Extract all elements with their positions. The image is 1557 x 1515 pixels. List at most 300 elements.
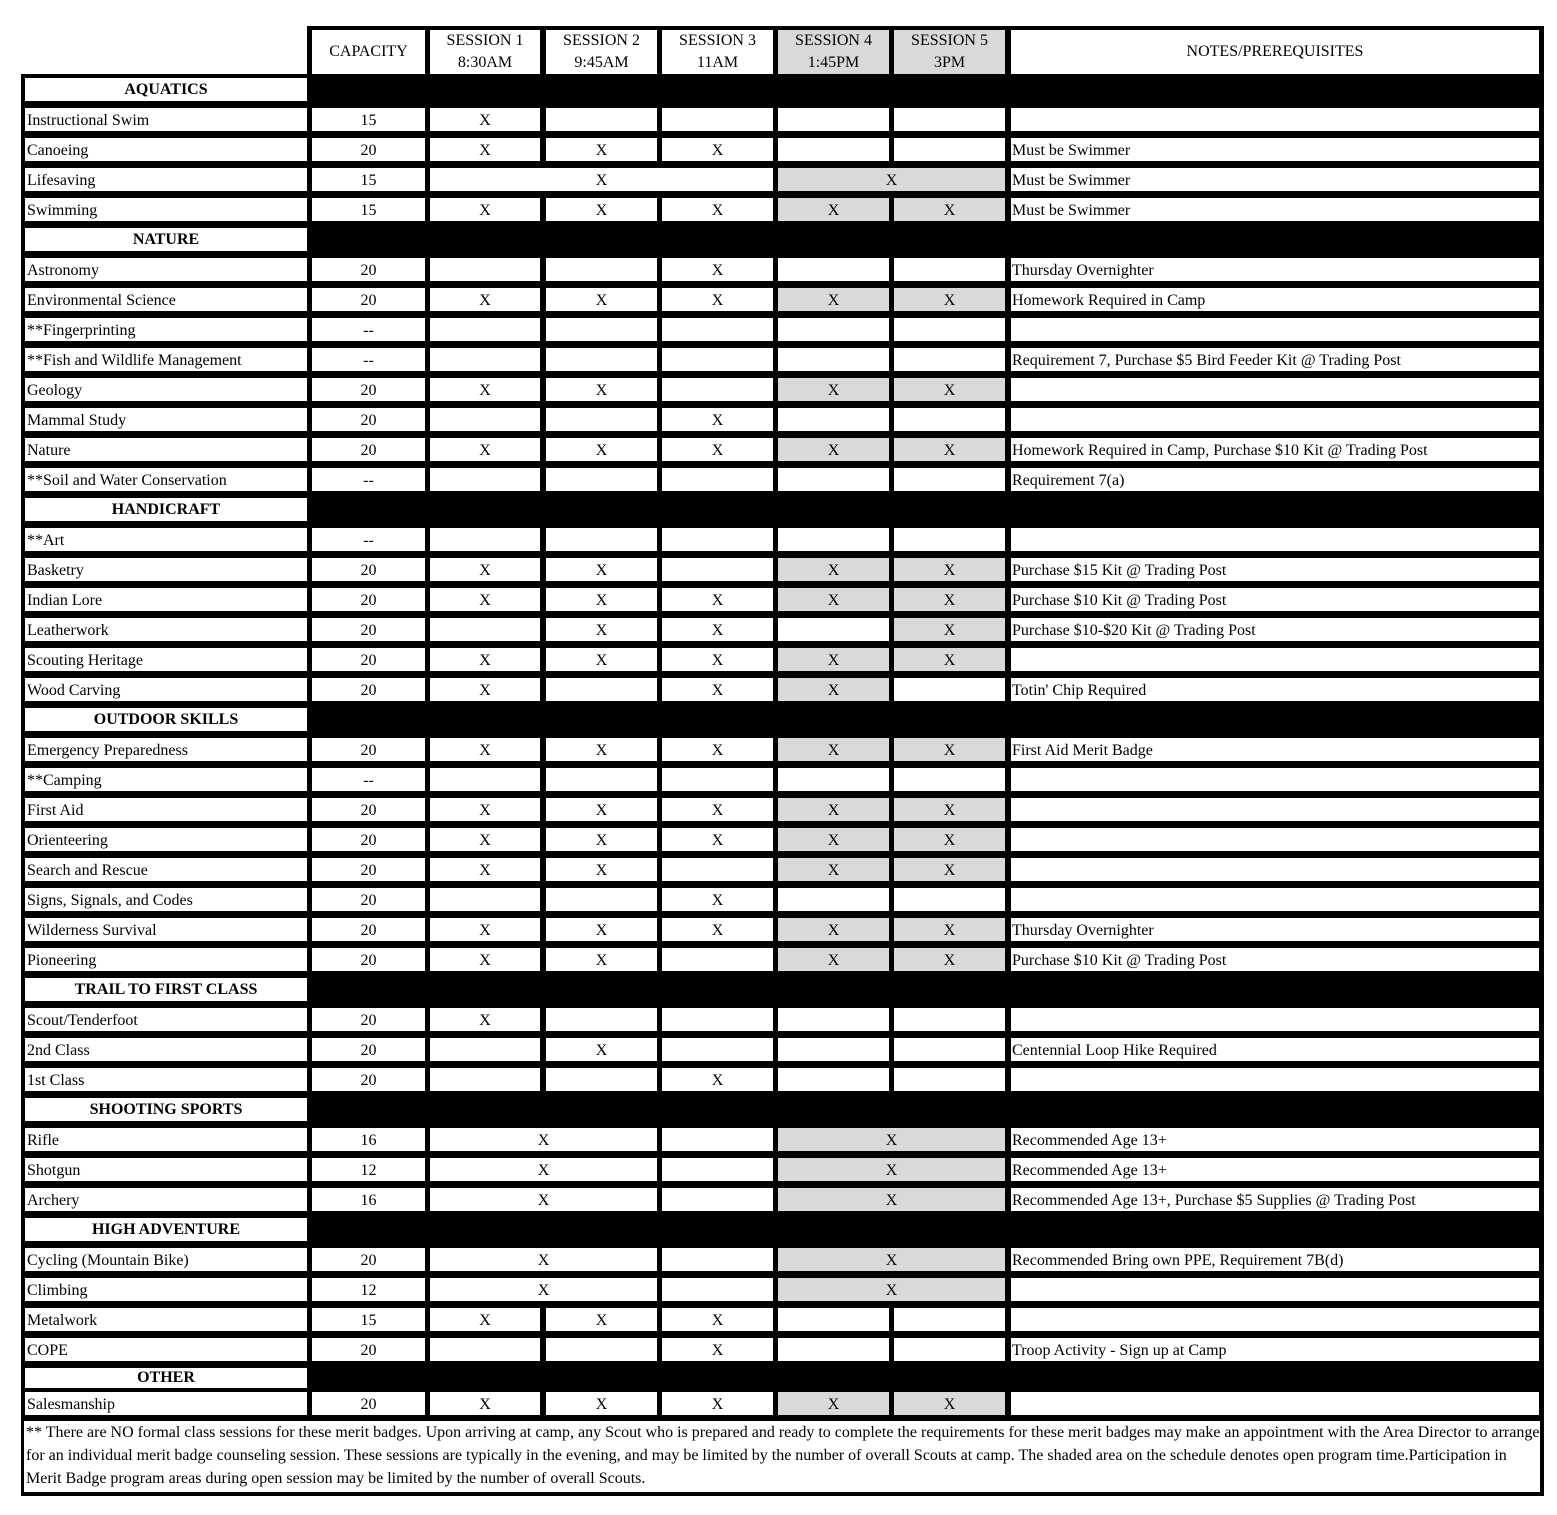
session-cell: X [778, 828, 889, 851]
merit-badge-name: Signs, Signals, and Codes [25, 888, 307, 911]
merit-badge-name: Indian Lore [25, 588, 307, 611]
session-cell: X [894, 918, 1005, 941]
session-cell [894, 1308, 1005, 1331]
merit-badge-name: **Fish and Wildlife Management [25, 348, 307, 371]
capacity-cell: 20 [312, 1068, 425, 1091]
session-cell [778, 1038, 889, 1061]
category-header: AQUATICS [25, 78, 307, 101]
session-cell: X [546, 288, 657, 311]
merit-badge-name: Mammal Study [25, 408, 307, 431]
session-cell: X [662, 678, 773, 701]
capacity-cell: 16 [312, 1128, 425, 1151]
notes-cell [1011, 1278, 1539, 1301]
session-cell: X [546, 1308, 657, 1331]
merit-badge-name: Scouting Heritage [25, 648, 307, 671]
notes-cell: Homework Required in Camp, Purchase $10 Kit @ Trading Post [1011, 438, 1539, 461]
merit-badge-name: Pioneering [25, 948, 307, 971]
session-cell [894, 468, 1005, 491]
session-cell: X [546, 138, 657, 161]
session-cell: X [430, 678, 540, 701]
session-cell: X [894, 798, 1005, 821]
capacity-cell: 20 [312, 888, 425, 911]
session-cell [662, 108, 773, 131]
session-cell [894, 1038, 1005, 1061]
merit-badge-name: 2nd Class [25, 1038, 307, 1061]
session-cell: X [778, 858, 889, 881]
notes-cell: Homework Required in Camp [1011, 288, 1539, 311]
session-cell: X [430, 378, 540, 401]
capacity-cell: 20 [312, 948, 425, 971]
session-cell: X [546, 918, 657, 941]
notes-cell: Troop Activity - Sign up at Camp [1011, 1338, 1539, 1361]
capacity-cell: 15 [312, 198, 425, 221]
session-cell [778, 258, 889, 281]
notes-cell: Recommended Age 13+ [1011, 1158, 1539, 1181]
session-cell [546, 468, 657, 491]
session-cell: X [430, 828, 540, 851]
session-4-header [778, 30, 889, 74]
capacity-cell: 20 [312, 918, 425, 941]
session-cell: X [430, 1188, 657, 1211]
capacity-cell: 20 [312, 798, 425, 821]
session-cell [894, 1068, 1005, 1091]
capacity-cell: 20 [312, 648, 425, 671]
notes-cell [1011, 1008, 1539, 1031]
session-cell: X [894, 288, 1005, 311]
notes-cell: Centennial Loop Hike Required [1011, 1038, 1539, 1061]
merit-badge-name: **Fingerprinting [25, 318, 307, 341]
session-cell: X [662, 648, 773, 671]
merit-badge-name: Shotgun [25, 1158, 307, 1181]
category-header: TRAIL TO FIRST CLASS [25, 978, 307, 1001]
session-cell [662, 318, 773, 341]
session-cell [778, 618, 889, 641]
session-cell: X [662, 798, 773, 821]
session-cell [894, 678, 1005, 701]
capacity-cell: 20 [312, 738, 425, 761]
capacity-cell: 15 [312, 1308, 425, 1331]
session-cell: X [430, 798, 540, 821]
capacity-cell: -- [312, 768, 425, 791]
session-cell: X [662, 918, 773, 941]
session-cell: X [778, 1188, 1005, 1211]
notes-cell: Purchase $15 Kit @ Trading Post [1011, 558, 1539, 581]
session-cell [778, 1068, 889, 1091]
session-cell [430, 1338, 540, 1361]
session-cell: X [778, 1278, 1005, 1301]
session-cell [546, 348, 657, 371]
session-cell: X [778, 438, 889, 461]
session-cell: X [546, 1038, 657, 1061]
session-cell [430, 408, 540, 431]
session-cell: X [662, 888, 773, 911]
session-cell [662, 1038, 773, 1061]
session-cell [778, 408, 889, 431]
notes-cell: Must be Swimmer [1011, 168, 1539, 191]
session-label: SESSION 2 [563, 32, 640, 49]
session-cell: X [662, 198, 773, 221]
session-cell [894, 408, 1005, 431]
session-cell [778, 1008, 889, 1031]
merit-badge-name: COPE [25, 1338, 307, 1361]
session-cell [894, 138, 1005, 161]
capacity-cell: -- [312, 348, 425, 371]
session-cell [662, 558, 773, 581]
capacity-cell: 20 [312, 1038, 425, 1061]
capacity-cell: 20 [312, 288, 425, 311]
category-header: SHOOTING SPORTS [25, 1098, 307, 1121]
session-cell [662, 528, 773, 551]
session-cell: X [662, 1068, 773, 1091]
session-cell: X [894, 648, 1005, 671]
notes-cell [1011, 108, 1539, 131]
notes-cell: Recommended Age 13+ [1011, 1128, 1539, 1151]
merit-badge-name: Search and Rescue [25, 858, 307, 881]
session-cell [778, 138, 889, 161]
capacity-cell: 20 [312, 588, 425, 611]
merit-badge-name: Salesmanship [25, 1392, 307, 1415]
session-cell [546, 408, 657, 431]
notes-cell [1011, 648, 1539, 671]
session-cell [546, 768, 657, 791]
session-cell [546, 258, 657, 281]
merit-badge-name: **Camping [25, 768, 307, 791]
notes-cell: Must be Swimmer [1011, 138, 1539, 161]
session-cell [662, 1278, 773, 1301]
session-cell: X [662, 588, 773, 611]
capacity-cell: 20 [312, 408, 425, 431]
session-cell [662, 348, 773, 371]
session-cell [894, 348, 1005, 371]
session-cell [430, 618, 540, 641]
session-cell: X [546, 798, 657, 821]
capacity-header: CAPACITY [312, 30, 425, 74]
session-cell: X [430, 108, 540, 131]
notes-cell: Purchase $10 Kit @ Trading Post [1011, 948, 1539, 971]
session-time: 9:45AM [574, 54, 629, 71]
session-5-header [894, 30, 1005, 74]
notes-cell [1011, 768, 1539, 791]
session-cell: X [662, 1338, 773, 1361]
session-cell: X [430, 948, 540, 971]
session-cell: X [430, 1008, 540, 1031]
session-cell: X [430, 558, 540, 581]
merit-badge-name: Nature [25, 438, 307, 461]
capacity-cell: 20 [312, 858, 425, 881]
session-cell [662, 1128, 773, 1151]
session-cell: X [894, 828, 1005, 851]
merit-badge-name: Swimming [25, 198, 307, 221]
session-cell: X [778, 558, 889, 581]
session-cell: X [778, 798, 889, 821]
merit-badge-name: Cycling (Mountain Bike) [25, 1248, 307, 1271]
session-cell: X [546, 588, 657, 611]
notes-cell: Totin' Chip Required [1011, 678, 1539, 701]
session-cell [662, 948, 773, 971]
session-cell [546, 528, 657, 551]
session-cell [778, 528, 889, 551]
session-cell [894, 318, 1005, 341]
session-cell: X [546, 858, 657, 881]
session-cell: X [430, 1278, 657, 1301]
capacity-cell: 20 [312, 1248, 425, 1271]
session-cell: X [778, 198, 889, 221]
session-1-header [430, 30, 540, 74]
session-cell: X [430, 1392, 540, 1415]
session-cell [662, 468, 773, 491]
session-cell: X [778, 738, 889, 761]
session-cell [894, 1338, 1005, 1361]
session-cell: X [894, 1392, 1005, 1415]
session-cell [778, 468, 889, 491]
capacity-cell: -- [312, 528, 425, 551]
notes-cell [1011, 378, 1539, 401]
session-cell [430, 1068, 540, 1091]
session-cell [662, 1008, 773, 1031]
session-cell: X [894, 378, 1005, 401]
merit-badge-name: Orienteering [25, 828, 307, 851]
session-cell [662, 1158, 773, 1181]
session-cell: X [546, 618, 657, 641]
session-cell: X [546, 378, 657, 401]
session-time: 1:45PM [807, 54, 860, 71]
session-cell: X [430, 288, 540, 311]
merit-badge-name: Basketry [25, 558, 307, 581]
session-cell [430, 528, 540, 551]
session-cell: X [778, 378, 889, 401]
session-cell: X [430, 138, 540, 161]
notes-cell: Requirement 7(a) [1011, 468, 1539, 491]
merit-badge-name: Environmental Science [25, 288, 307, 311]
session-cell: X [662, 738, 773, 761]
capacity-cell: 20 [312, 1338, 425, 1361]
merit-badge-name: Canoeing [25, 138, 307, 161]
capacity-cell: 20 [312, 618, 425, 641]
session-cell: X [546, 828, 657, 851]
category-header: HANDICRAFT [25, 498, 307, 521]
session-cell [894, 1008, 1005, 1031]
session-cell [778, 348, 889, 371]
session-cell: X [430, 648, 540, 671]
session-cell: X [778, 678, 889, 701]
session-cell [778, 888, 889, 911]
capacity-cell: 20 [312, 438, 425, 461]
session-cell [430, 468, 540, 491]
session-cell: X [662, 1392, 773, 1415]
session-cell: X [430, 588, 540, 611]
session-cell [546, 1008, 657, 1031]
session-2-header [546, 30, 657, 74]
capacity-cell: 20 [312, 378, 425, 401]
session-cell: X [662, 1308, 773, 1331]
session-cell [546, 1338, 657, 1361]
session-cell: X [894, 588, 1005, 611]
session-cell [778, 1338, 889, 1361]
session-cell: X [894, 558, 1005, 581]
notes-cell: Requirement 7, Purchase $5 Bird Feeder Kit @ Trading Post [1011, 348, 1539, 371]
notes-cell [1011, 888, 1539, 911]
session-3-header [662, 30, 773, 74]
capacity-cell: 16 [312, 1188, 425, 1211]
session-cell [430, 768, 540, 791]
session-cell: X [430, 168, 773, 191]
merit-badge-name: Wilderness Survival [25, 918, 307, 941]
capacity-cell: 20 [312, 1392, 425, 1415]
session-cell: X [430, 438, 540, 461]
notes-cell: First Aid Merit Badge [1011, 738, 1539, 761]
notes-cell [1011, 1308, 1539, 1331]
session-cell [430, 348, 540, 371]
session-cell [662, 858, 773, 881]
session-cell [546, 1068, 657, 1091]
footnote: ** There are NO formal class sessions for these merit badges. Upon arriving at camp, any Scout who is prepared and ready to complete the requirements for these merit badges may make an appointment with the Area Director to arrange for an individual merit badge counseling session. These sessions are typically in the evening, and may be limited by the number of overall Scouts at camp. The shaded area on the schedule denotes open program time.Participation in Merit Badge program areas during open session may be limited by the number of overall Scouts. [24, 1421, 1540, 1492]
session-cell: X [778, 1248, 1005, 1271]
merit-badge-name: Metalwork [25, 1308, 307, 1331]
capacity-cell: -- [312, 468, 425, 491]
session-cell: X [546, 948, 657, 971]
session-cell [894, 768, 1005, 791]
session-cell [662, 768, 773, 791]
session-cell: X [894, 198, 1005, 221]
session-cell: X [430, 1158, 657, 1181]
session-cell: X [546, 438, 657, 461]
capacity-cell: 20 [312, 138, 425, 161]
notes-cell [1011, 1392, 1539, 1415]
session-cell: X [778, 588, 889, 611]
session-time: 3PM [933, 54, 966, 71]
notes-cell [1011, 798, 1539, 821]
notes-cell: Thursday Overnighter [1011, 258, 1539, 281]
session-cell: X [546, 738, 657, 761]
capacity-cell: 20 [312, 1008, 425, 1031]
session-cell: X [778, 948, 889, 971]
capacity-cell: 20 [312, 678, 425, 701]
session-cell: X [546, 198, 657, 221]
session-cell [546, 888, 657, 911]
session-cell: X [778, 1392, 889, 1415]
notes-cell [1011, 858, 1539, 881]
merit-badge-name: **Art [25, 528, 307, 551]
notes-cell: Thursday Overnighter [1011, 918, 1539, 941]
notes-cell: Purchase $10 Kit @ Trading Post [1011, 588, 1539, 611]
category-header: OTHER [25, 1368, 307, 1388]
capacity-cell: 20 [312, 828, 425, 851]
session-cell [546, 108, 657, 131]
session-cell [778, 1308, 889, 1331]
session-cell: X [894, 948, 1005, 971]
category-header: HIGH ADVENTURE [25, 1218, 307, 1241]
merit-badge-name: Emergency Preparedness [25, 738, 307, 761]
session-cell: X [778, 168, 1005, 191]
capacity-cell: 12 [312, 1158, 425, 1181]
merit-badge-name: Instructional Swim [25, 108, 307, 131]
capacity-cell: 20 [312, 258, 425, 281]
session-cell [894, 888, 1005, 911]
notes-cell [1011, 828, 1539, 851]
session-cell [778, 318, 889, 341]
merit-badge-name: Archery [25, 1188, 307, 1211]
merit-badge-name: Leatherwork [25, 618, 307, 641]
merit-badge-name: Geology [25, 378, 307, 401]
merit-badge-name: Wood Carving [25, 678, 307, 701]
session-cell: X [546, 648, 657, 671]
session-cell: X [662, 138, 773, 161]
category-header: NATURE [25, 228, 307, 251]
session-cell: X [430, 858, 540, 881]
session-cell: X [778, 918, 889, 941]
session-cell: X [894, 858, 1005, 881]
session-label: SESSION 1 [446, 32, 524, 49]
session-cell [430, 1038, 540, 1061]
session-cell [662, 378, 773, 401]
session-cell: X [778, 288, 889, 311]
notes-cell: Recommended Bring own PPE, Requirement 7B(d) [1011, 1248, 1539, 1271]
session-cell [894, 108, 1005, 131]
session-cell [778, 768, 889, 791]
session-cell [778, 108, 889, 131]
session-cell [894, 258, 1005, 281]
notes-cell [1011, 1068, 1539, 1091]
notes-cell [1011, 408, 1539, 431]
session-label: SESSION 4 [795, 32, 872, 49]
session-cell: X [894, 438, 1005, 461]
session-cell: X [430, 738, 540, 761]
session-cell: X [894, 738, 1005, 761]
merit-badge-name: 1st Class [25, 1068, 307, 1091]
capacity-cell: 15 [312, 108, 425, 131]
session-cell [546, 318, 657, 341]
session-label: SESSION 3 [679, 32, 756, 49]
capacity-cell: 12 [312, 1278, 425, 1301]
capacity-cell: 15 [312, 168, 425, 191]
session-cell: X [662, 618, 773, 641]
session-cell [662, 1188, 773, 1211]
session-cell [430, 258, 540, 281]
capacity-cell: -- [312, 318, 425, 341]
merit-badge-name: First Aid [25, 798, 307, 821]
session-cell: X [430, 918, 540, 941]
session-cell: X [662, 288, 773, 311]
session-cell [546, 678, 657, 701]
session-cell [430, 888, 540, 911]
session-cell [894, 528, 1005, 551]
session-cell: X [778, 648, 889, 671]
notes-cell [1011, 318, 1539, 341]
session-cell [662, 1248, 773, 1271]
session-cell: X [662, 438, 773, 461]
session-cell: X [546, 558, 657, 581]
session-cell: X [662, 828, 773, 851]
session-cell: X [546, 1392, 657, 1415]
merit-badge-name: Climbing [25, 1278, 307, 1301]
session-time: 8:30AM [457, 54, 513, 71]
session-cell: X [430, 1248, 657, 1271]
session-cell: X [778, 1128, 1005, 1151]
session-time: 11AM [696, 54, 739, 71]
session-cell: X [662, 408, 773, 431]
category-header: OUTDOOR SKILLS [25, 708, 307, 731]
notes-cell: Purchase $10-$20 Kit @ Trading Post [1011, 618, 1539, 641]
capacity-cell: 20 [312, 558, 425, 581]
session-cell: X [894, 618, 1005, 641]
notes-header: NOTES/PREREQUISITES [1011, 30, 1539, 74]
session-cell [430, 318, 540, 341]
merit-badge-name: Scout/Tenderfoot [25, 1008, 307, 1031]
notes-cell [1011, 528, 1539, 551]
session-label: SESSION 5 [911, 32, 988, 49]
session-cell: X [430, 198, 540, 221]
session-cell: X [662, 258, 773, 281]
